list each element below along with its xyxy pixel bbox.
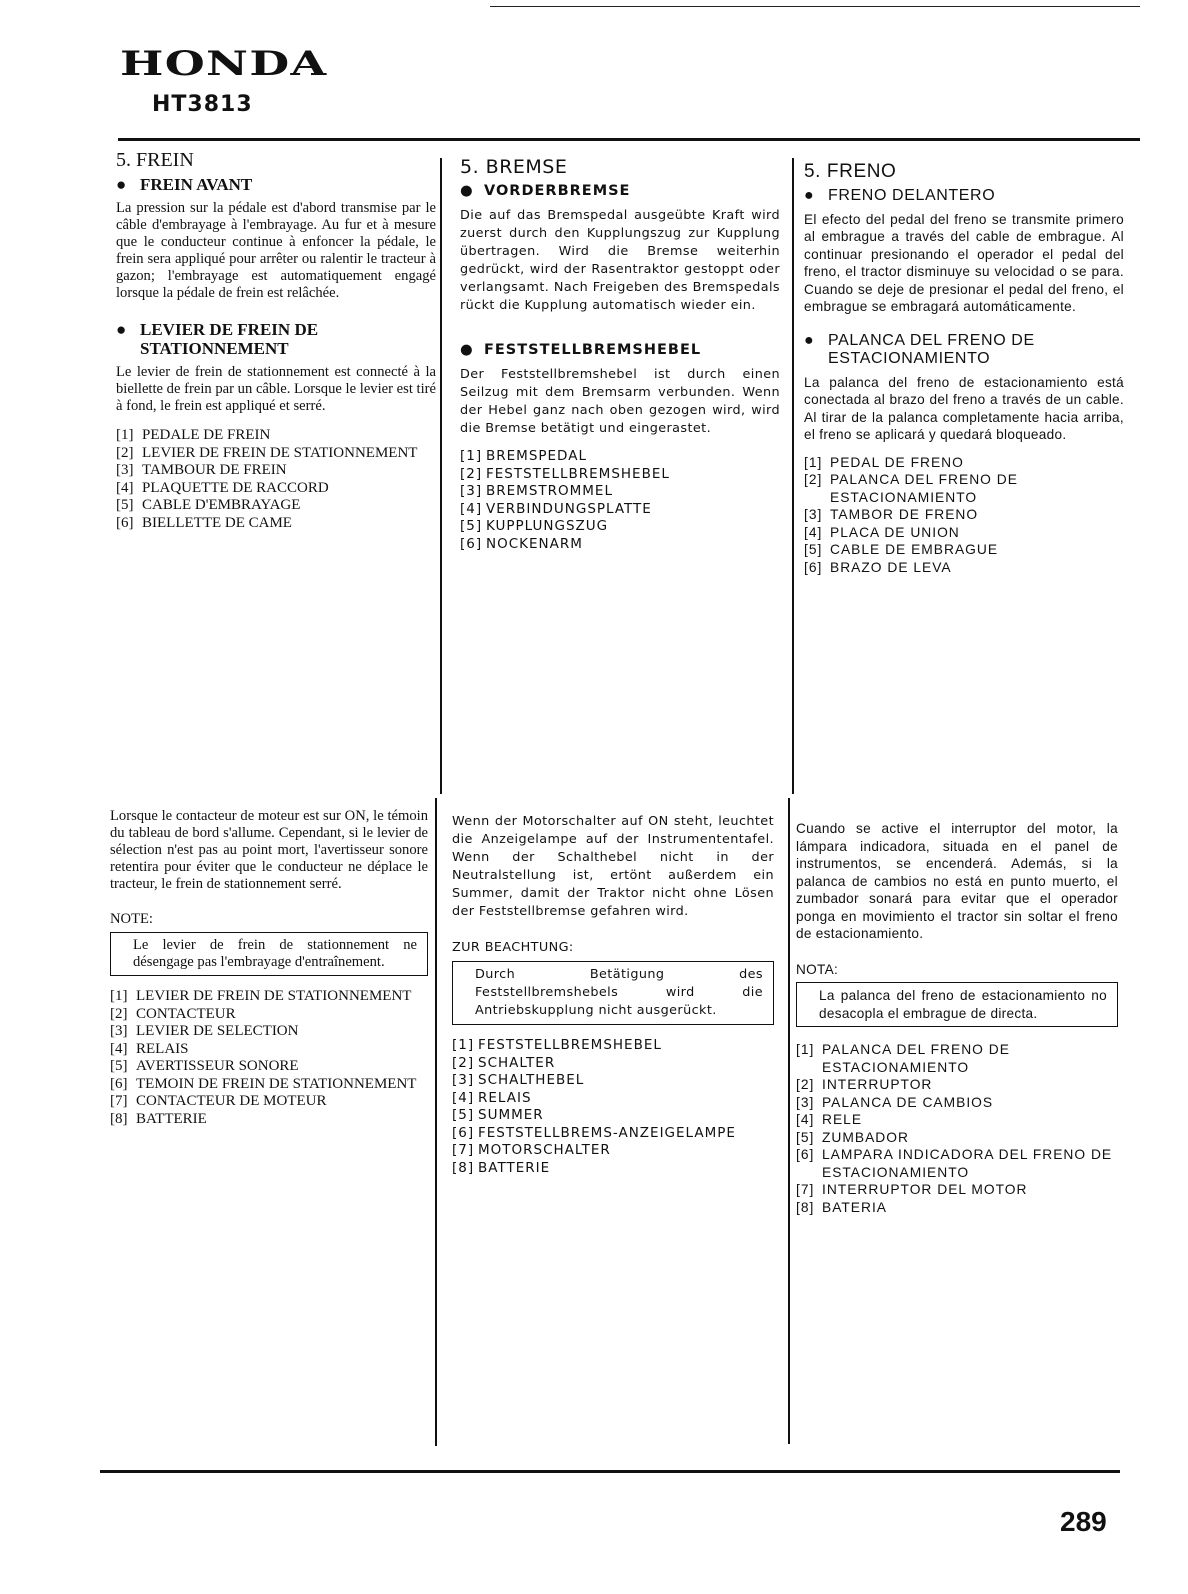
- section-title: 5. BREMSE: [460, 156, 568, 178]
- paragraph: El efecto del pedal del freno se transmite primero al embrague a través del cable de embrague. Al continuar presionando el operador el pedal del freno, el tractor disminuye su velocidad o se para. Cuando se deje de presionar el pedal del freno, el embrague se embragará automáticamente.: [804, 211, 1124, 314]
- list-item: [6] NOCKENARM: [460, 535, 583, 552]
- column-divider: [792, 158, 794, 794]
- paragraph: Wenn der Motorschalter auf ON steht, leuchtet die Anzeigelampe auf der Instrumententafel. Wenn der Schalthebel nicht in der Neutralstellung ist, ertönt außerdem ein Summer, damit der Traktor nicht ohne Lösen der Feststellbremse gefahren wird.: [452, 814, 774, 919]
- list-item: [6] FESTSTELLBREMS-ANZEIGELAMPE: [452, 1124, 736, 1141]
- section-title: 5. FREIN: [116, 149, 194, 171]
- list-item: [2] PALANCA DEL FRENO DE ESTACIONAMIENTO: [804, 472, 1018, 505]
- paragraph: La palanca del freno de estacionamiento está conectada al brazo del freno a través de un cable. Al tirar de la palanca completamente hacia arriba, el freno se aplicará y quedará bloqueado.: [804, 374, 1124, 442]
- list-item: [1] PALANCA DEL FRENO DE ESTACIONAMIENTO: [796, 1042, 1010, 1075]
- list-item: [2] FESTSTELLBREMSHEBEL: [460, 465, 670, 482]
- list-item: [1] PEDAL DE FRENO: [804, 454, 964, 470]
- list-item: [8] BATTERIE: [452, 1159, 551, 1176]
- list-item: [2] INTERRUPTOR: [796, 1077, 933, 1092]
- list-item: [5] KUPPLUNGSZUG: [460, 518, 609, 534]
- paragraph: Cuando se active el interruptor del motor, la lámpara indicadora, situada en el panel de instrumentos, se encenderá. Además, si la palanca de cambios no está en punto muerto, el zumbador sonará para evitar que el operador ponga en movimiento el tractor sin soltar el freno de estacionamiento.: [796, 821, 1118, 941]
- list-item: [2] SCHALTER: [452, 1054, 556, 1071]
- column-divider: [435, 798, 437, 1446]
- list-item: [7] CONTACTEUR DE MOTEUR: [110, 1093, 327, 1109]
- list-item: [4] VERBINDUNGSPLATTE: [460, 500, 652, 517]
- note-box: Le levier de frein de stationnement ne désengage pas l'embrayage d'entraînement.: [110, 932, 428, 976]
- list-item: [4] PLAQUETTE DE RACCORD: [116, 479, 329, 496]
- column-divider: [788, 798, 790, 1444]
- list-item: [4] RELAIS: [110, 1040, 189, 1057]
- bullet-icon: ●: [804, 331, 815, 349]
- list-item: [5] ZUMBADOR: [796, 1129, 909, 1145]
- parts-list: [460, 448, 780, 553]
- list-item: [4] RELAIS: [452, 1089, 532, 1106]
- parts-list: [796, 1041, 1118, 1216]
- section-title: 5. FRENO: [804, 161, 897, 182]
- header-rule: [118, 138, 1140, 141]
- note-label: NOTA:: [796, 961, 839, 977]
- note-box: Durch Betätigung des Feststellbremshebels wird die Antriebskupplung nicht ausgerückt.: [452, 961, 774, 1025]
- bullet-icon: ●: [460, 342, 474, 358]
- list-item: [4] RELE: [796, 1112, 863, 1127]
- german-upper: [460, 158, 780, 553]
- paragraph: La pression sur la pédale est d'abord transmise par le câble d'embrayage à l'embrayage. Au fur et à mesure que le conducteur continue à enfoncer la pédale, le frein sera appliqué pour arrêter ou ralentir le tracteur à gazon; l'embrayage est automatiquement engagé lorsque la pédale de frein est relâchée.: [116, 200, 436, 301]
- list-item: [5] CABLE DE EMBRAGUE: [804, 542, 999, 557]
- list-item: [8] BATERIA: [796, 1199, 888, 1215]
- note-box: La palanca del freno de estacionamiento no desacopla el embrague de directa.: [796, 982, 1118, 1027]
- paragraph: Le levier de frein de stationnement est connecté à la biellette de frein par un câble. Lorsque le levier est tiré à fond, le frein est appliqué et serré.: [116, 364, 436, 414]
- parts-list: [116, 427, 436, 532]
- bullet-icon: ●: [460, 183, 474, 199]
- list-item: [6] BRAZO DE LEVA: [804, 559, 952, 575]
- list-item: [3] TAMBOR DE FRENO: [804, 507, 979, 522]
- list-item: [6] LAMPARA INDICADORA DEL FRENO DE ESTACIONAMIENTO: [796, 1147, 1113, 1180]
- list-item: [6] BIELLETTE DE CAME: [116, 514, 292, 531]
- subsection-title: ● PALANCA DEL FRENO DE ESTACIONAMIENTO: [804, 331, 1035, 367]
- parts-list: [110, 988, 428, 1128]
- list-item: [5] AVERTISSEUR SONORE: [110, 1058, 299, 1074]
- subsection-title: ● FESTSTELLBREMSHEBEL: [460, 342, 702, 358]
- list-item: [5] SUMMER: [452, 1107, 544, 1123]
- subsection-title: ● FREIN AVANT: [116, 175, 253, 194]
- spanish-lower: [796, 820, 1118, 1216]
- list-item: [2] LEVIER DE FREIN DE STATIONNEMENT: [116, 444, 418, 461]
- parts-list: [804, 454, 1124, 577]
- list-item: [3] BREMSTROMMEL: [460, 483, 613, 499]
- subsection-title: ● VORDERBREMSE: [460, 183, 631, 199]
- list-item: [1] FESTSTELLBREMSHEBEL: [452, 1037, 662, 1053]
- footer-rule: [100, 1470, 1120, 1473]
- list-item: [2] CONTACTEUR: [110, 1005, 236, 1022]
- list-item: [8] BATTERIE: [110, 1110, 207, 1127]
- top-rule: [490, 6, 1140, 7]
- list-item: [1] LEVIER DE FREIN DE STATIONNEMENT: [110, 988, 412, 1004]
- french-upper: [116, 149, 436, 532]
- bullet-icon: ●: [116, 320, 127, 339]
- paragraph: Der Feststellbremshebel ist durch einen Seilzug mit dem Bremsarm verbunden. Wenn der Hebel ganz nach oben gezogen wird, wird die Bremse betätigt und eingerastet.: [460, 367, 780, 436]
- list-item: [5] CABLE D'EMBRAYAGE: [116, 497, 301, 513]
- spanish-upper: [804, 163, 1124, 576]
- list-item: [6] TEMOIN DE FREIN DE STATIONNEMENT: [110, 1075, 417, 1092]
- list-item: [3] SCHALTHEBEL: [452, 1072, 585, 1088]
- parts-list: [452, 1037, 774, 1177]
- list-item: [3] PALANCA DE CAMBIOS: [796, 1094, 994, 1110]
- brand-logo: HONDA: [120, 44, 328, 84]
- list-item: [7] INTERRUPTOR DEL MOTOR: [796, 1182, 1028, 1197]
- list-item: [4] PLACA DE UNION: [804, 524, 960, 540]
- french-lower: [110, 808, 428, 1128]
- german-lower: [452, 813, 774, 1177]
- list-item: [3] LEVIER DE SELECTION: [110, 1023, 299, 1039]
- subsection-title: ● FRENO DELANTERO: [804, 186, 996, 204]
- model-number: HT3813: [152, 92, 253, 117]
- list-item: [3] TAMBOUR DE FREIN: [116, 462, 287, 478]
- bullet-icon: ●: [116, 175, 127, 194]
- paragraph: Die auf das Bremspedal ausgeübte Kraft wird zuerst durch den Kupplungszug zur Kupplung übertragen. Wird die Bremse weiterhin gedrückt, wird der Rasentraktor gestoppt oder verlangsamt. Nach Freigeben des Bremspedals rückt die Kupplung automatisch wieder ein.: [460, 208, 780, 313]
- paragraph: Lorsque le contacteur de moteur est sur ON, le témoin du tableau de bord s'allume. Cependant, si le levier de sélection n'est pas au point mort, l'avertisseur sonore retentira pour éviter que le conducteur ne déplace le tracteur, le frein de stationnement serré.: [110, 808, 428, 892]
- list-item: [1] PEDALE DE FREIN: [116, 427, 271, 443]
- note-label: NOTE:: [110, 911, 153, 927]
- subsection-title: ● LEVIER DE FREIN DE STATIONNEMENT: [116, 320, 319, 358]
- note-label: ZUR BEACHTUNG:: [452, 940, 574, 955]
- page-number: 289: [1060, 1506, 1107, 1537]
- list-item: [1] BREMSPEDAL: [460, 448, 587, 464]
- bullet-icon: ●: [804, 186, 815, 204]
- list-item: [7] MOTORSCHALTER: [452, 1142, 611, 1158]
- column-divider: [440, 158, 442, 794]
